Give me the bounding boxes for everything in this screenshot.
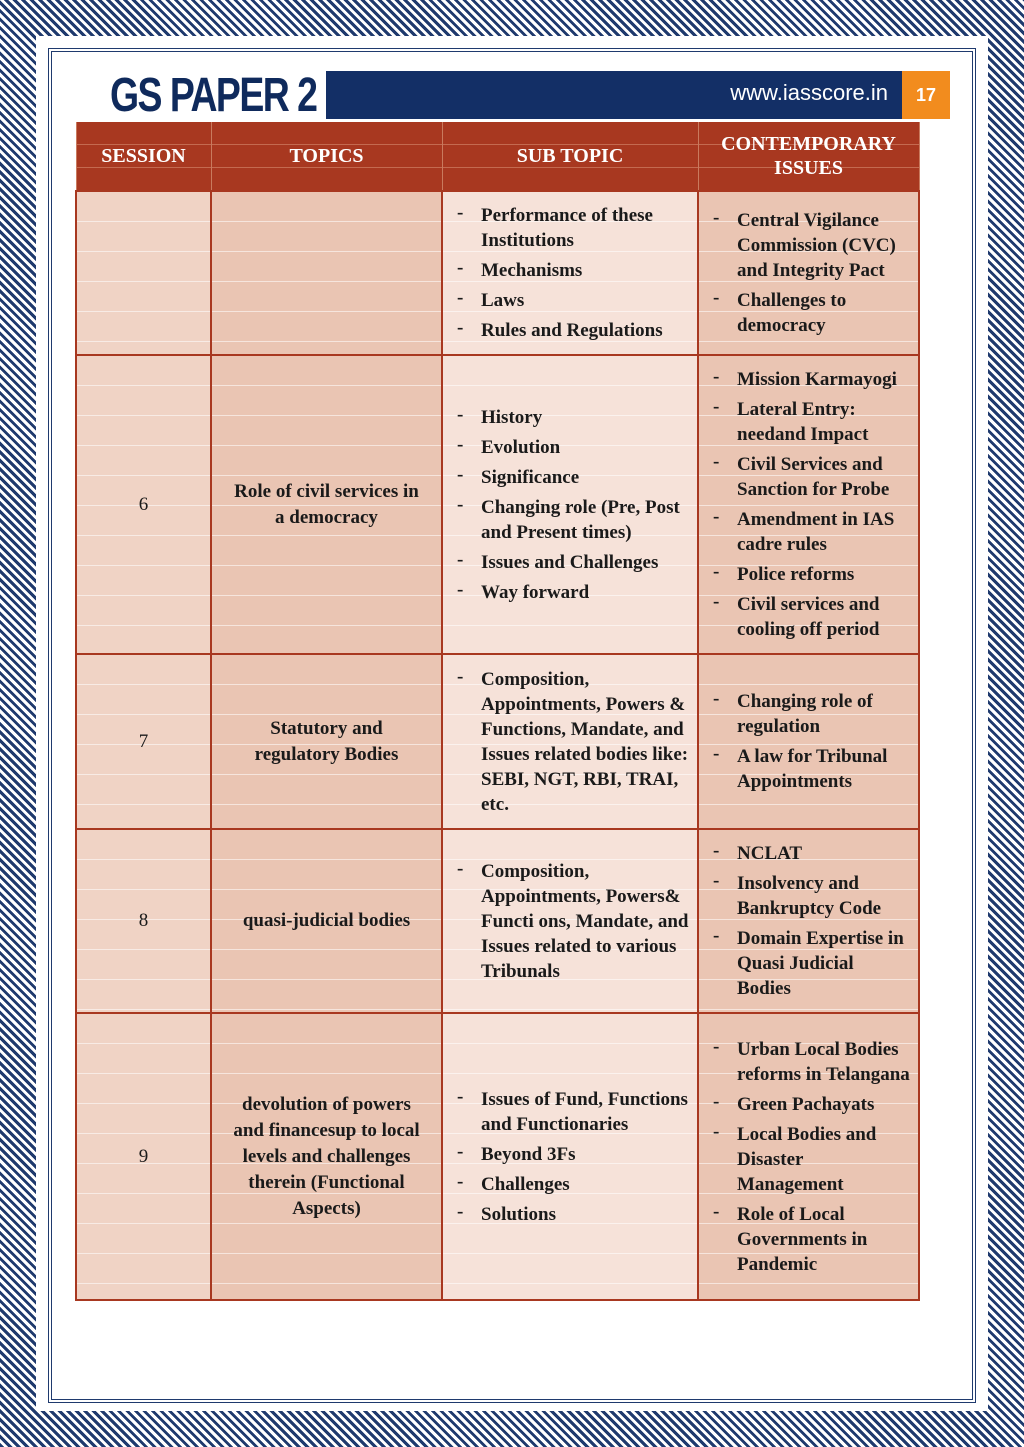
issue-cell <box>698 355 919 654</box>
issue-item: - Local Bodies and Disaster Management <box>713 1122 910 1197</box>
sub-topic-item: - Rules and Regulations <box>457 318 689 343</box>
topic-cell <box>211 191 442 355</box>
sub-topic-cell <box>442 1013 698 1300</box>
sub-topic-item: - Evolution <box>457 435 689 460</box>
table-row <box>76 829 919 1013</box>
table-row <box>76 1013 919 1300</box>
sub-topic-item: - Changing role (Pre, Post and Present times) <box>457 495 689 545</box>
header-topics: TOPICS <box>211 122 442 191</box>
sub-topic-item: - Beyond 3Fs <box>457 1142 689 1167</box>
topic-text: Statutory and regulatory Bodies <box>254 717 399 765</box>
issue-item: - Civil Services and Sanction for Probe <box>713 452 910 502</box>
sub-topic-item: - Solutions <box>457 1202 689 1227</box>
sub-topic-item: - Issues of Fund, Functions and Functionaries <box>457 1087 689 1137</box>
sub-topic-cell <box>442 654 698 829</box>
sub-topic-item: - Laws <box>457 288 689 313</box>
sub-topic-item: - Significance <box>457 465 689 490</box>
issue-item: - NCLAT <box>713 841 910 866</box>
header-sub-topic: SUB TOPIC <box>442 122 698 191</box>
topic-cell <box>211 829 442 1013</box>
issue-item: - Green Pachayats <box>713 1092 910 1117</box>
sub-topic-item: - Issues and Challenges <box>457 550 689 575</box>
syllabus-table <box>75 122 920 1301</box>
topic-text: quasi-judicial bodies <box>242 910 411 931</box>
issue-list <box>699 678 918 805</box>
issue-item: - Amendment in IAS cadre rules <box>713 507 910 557</box>
session-cell: 8 <box>76 829 211 1013</box>
issue-item: - Challenges to democracy <box>713 288 910 338</box>
topic-cell <box>211 355 442 654</box>
header-session: SESSION <box>76 122 211 191</box>
issue-item: - Lateral Entry: needand Impact <box>713 397 910 447</box>
table-header-row <box>76 122 919 191</box>
session-cell: 9 <box>76 1013 211 1300</box>
issue-cell <box>698 1013 919 1300</box>
issue-list <box>699 830 918 1012</box>
issue-list <box>699 197 918 349</box>
table-row <box>76 654 919 829</box>
session-cell: 7 <box>76 654 211 829</box>
issue-item: - Insolvency and Bankruptcy Code <box>713 871 910 921</box>
table-row <box>76 191 919 355</box>
issue-item: - Domain Expertise in Quasi Judicial Bodies <box>713 926 910 1001</box>
issue-item: - Police reforms <box>713 562 910 587</box>
sub-topic-item: - Composition, Appointments, Powers & Functions, Mandate, and Issues related bodies like: SEBI, NGT, RBI, TRAI, etc. <box>457 667 689 817</box>
issue-cell <box>698 829 919 1013</box>
sub-topic-item: - Mechanisms <box>457 258 689 283</box>
topic-cell <box>211 654 442 829</box>
issue-item: - Civil services and cooling off period <box>713 592 910 642</box>
sub-topic-cell <box>442 829 698 1013</box>
table-row <box>76 355 919 654</box>
issue-cell <box>698 191 919 355</box>
issue-cell <box>698 654 919 829</box>
issue-item: - Urban Local Bodies reforms in Telangana <box>713 1037 910 1087</box>
page-title: GS PAPER 2 <box>110 69 317 122</box>
sub-topic-list <box>443 848 697 995</box>
sub-topic-item: - Way forward <box>457 580 689 605</box>
sub-topic-list <box>443 656 697 828</box>
header-bar <box>326 71 902 119</box>
session-cell <box>76 191 211 355</box>
topic-text: devolution of powers and financesup to local levels and challenges therein (Functional Aspects) <box>233 1093 420 1219</box>
issue-item: - Mission Karmayogi <box>713 367 910 392</box>
issue-item: - Changing role of regulation <box>713 689 910 739</box>
topic-text: Role of civil services in a democracy <box>234 480 419 528</box>
sub-topic-item: - Composition, Appointments, Powers& Functi ons, Mandate, and Issues related to various Tribunals <box>457 859 689 984</box>
page-number: 17 <box>902 71 950 119</box>
website-link[interactable]: www.iasscore.in <box>730 80 888 105</box>
sub-topic-list <box>443 192 697 354</box>
sub-topic-cell <box>442 191 698 355</box>
header-contemporary-issues: CONTEMPORARY ISSUES <box>698 122 919 191</box>
sub-topic-item: - History <box>457 405 689 430</box>
sub-topic-list <box>443 394 697 616</box>
sub-topic-list <box>443 1076 697 1238</box>
issue-item: - Role of Local Governments in Pandemic <box>713 1202 910 1277</box>
issue-list <box>699 1026 918 1288</box>
topic-cell <box>211 1013 442 1300</box>
issue-item: - Central Vigilance Commission (CVC) and Integrity Pact <box>713 208 910 283</box>
issue-list <box>699 356 918 653</box>
sub-topic-item: - Performance of these Institutions <box>457 203 689 253</box>
sub-topic-cell <box>442 355 698 654</box>
session-cell: 6 <box>76 355 211 654</box>
issue-item: - A law for Tribunal Appointments <box>713 744 910 794</box>
sub-topic-item: - Challenges <box>457 1172 689 1197</box>
